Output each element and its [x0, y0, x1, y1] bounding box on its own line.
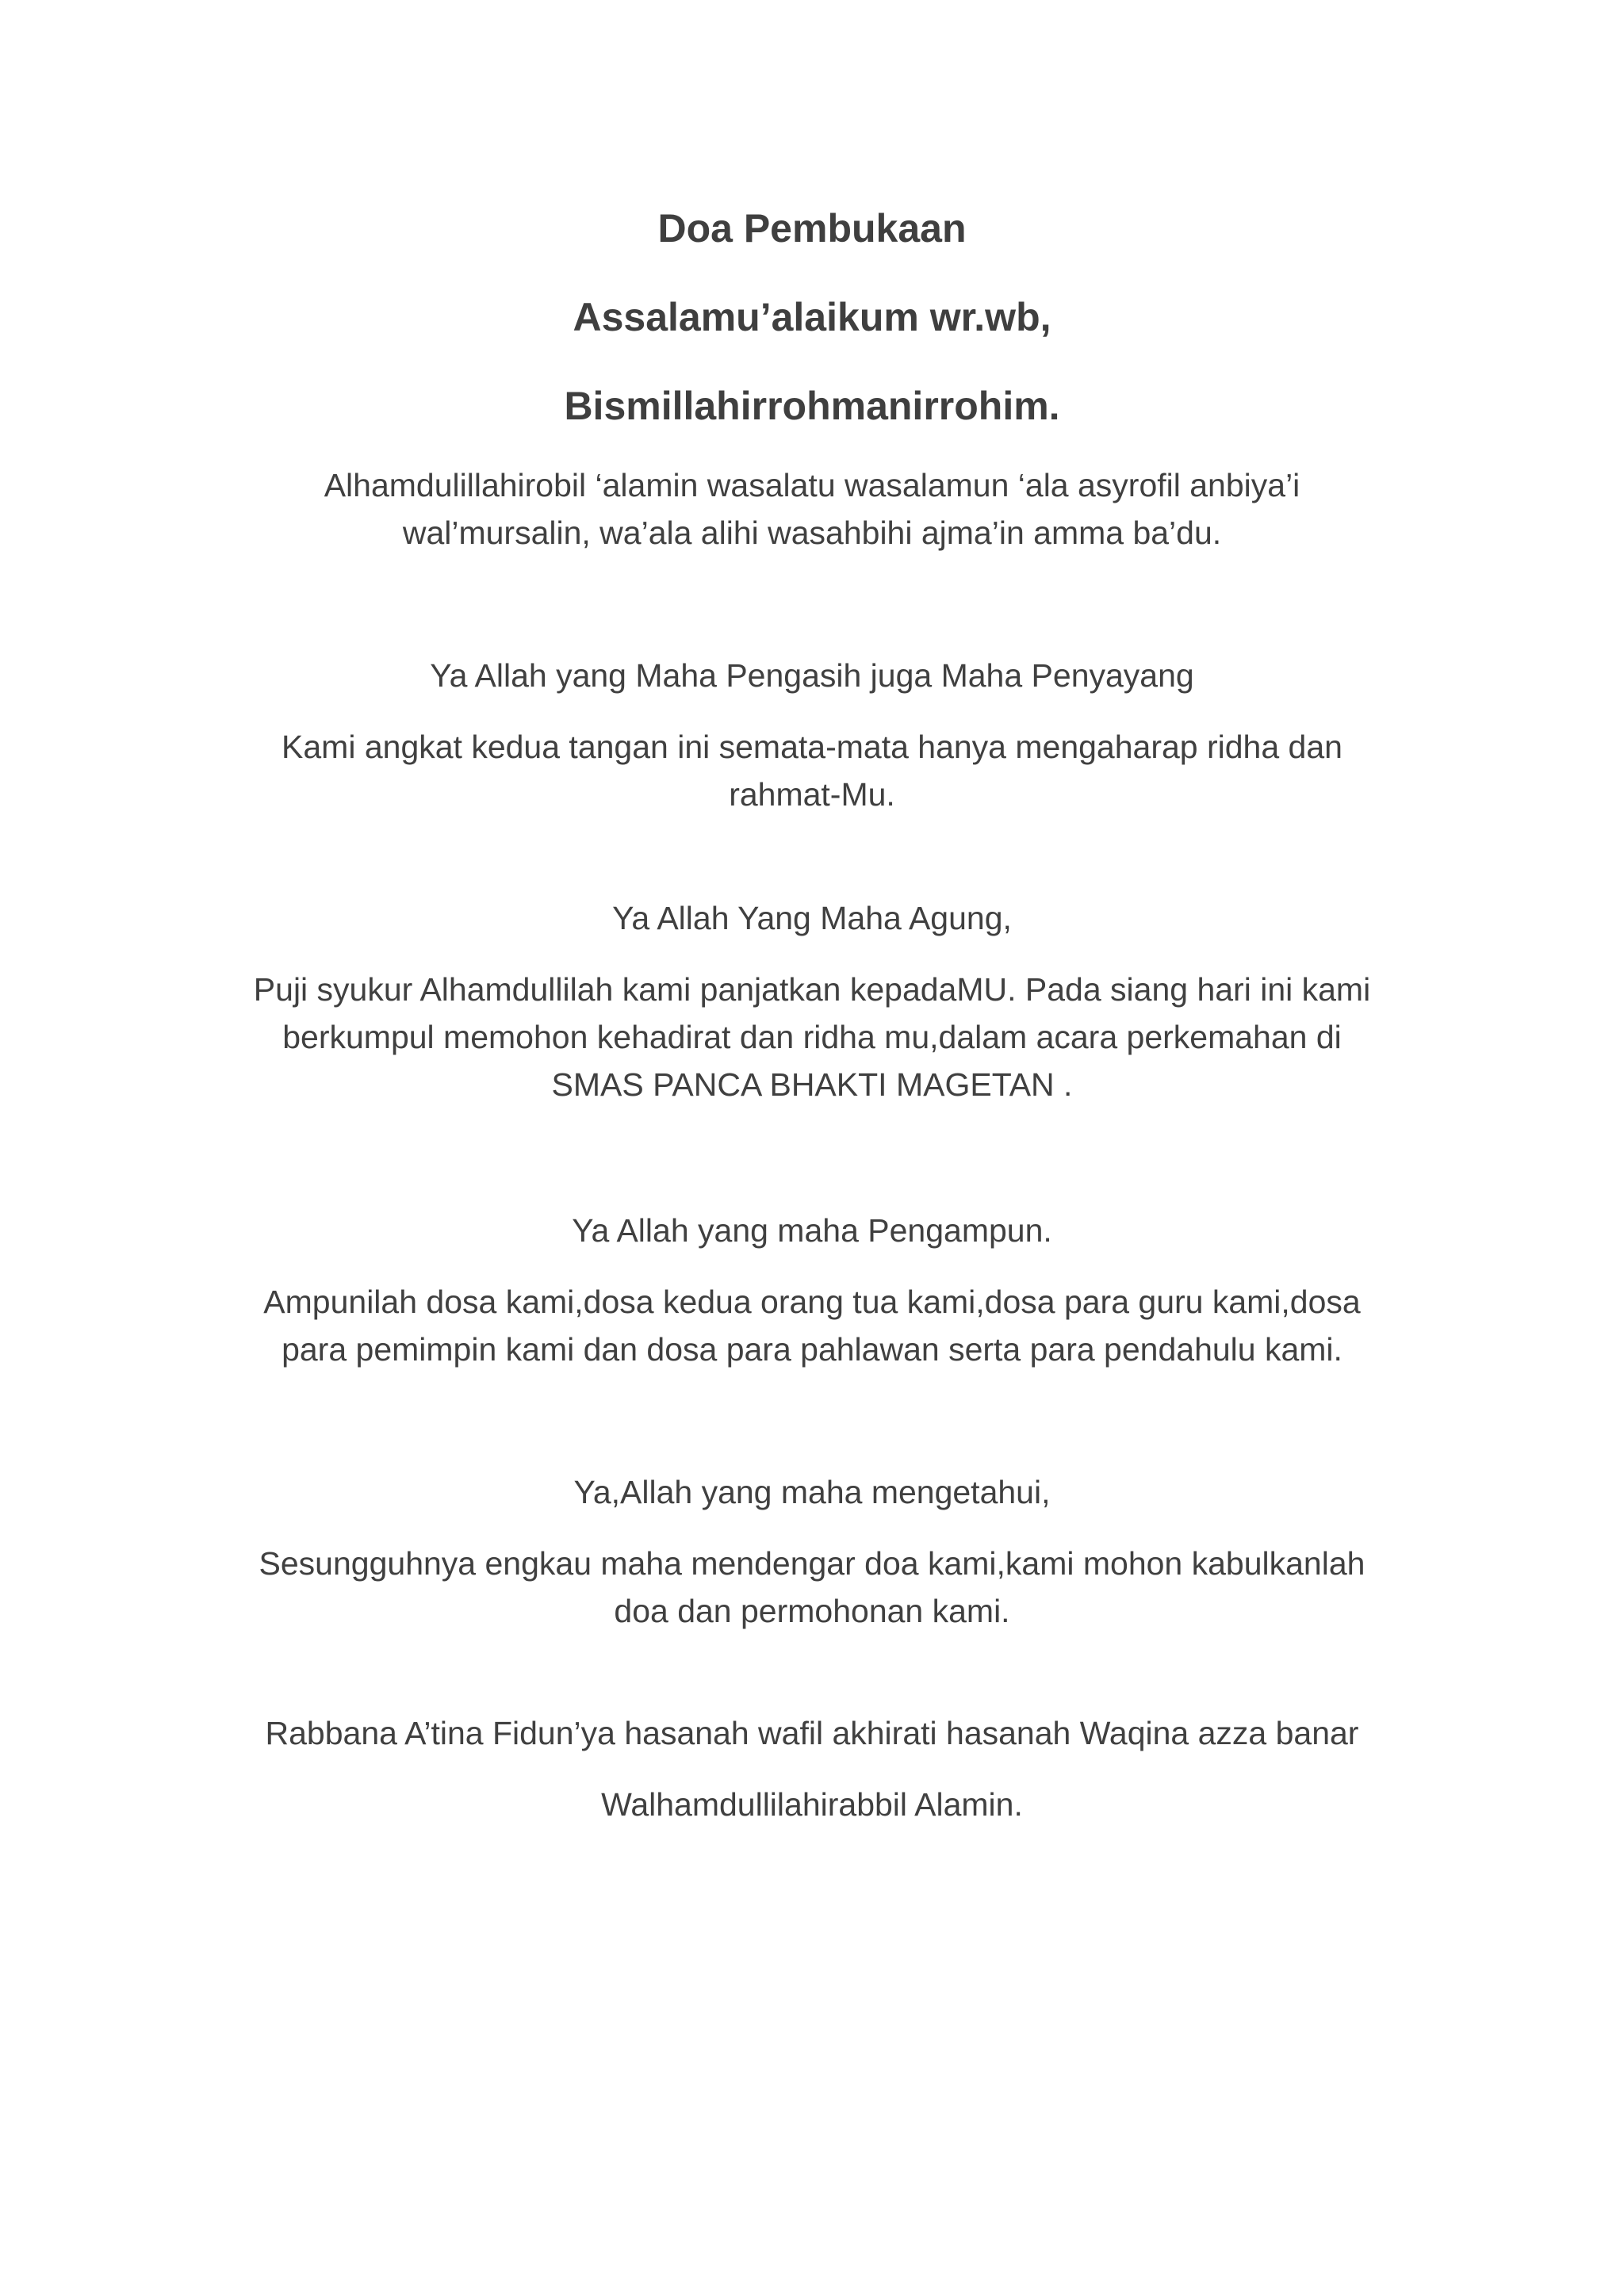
supplication-paragraph: [190, 1540, 1434, 1635]
invocation-great: [190, 894, 1434, 942]
paragraph-line: Ya,Allah yang maha mengetahui,: [573, 1474, 1051, 1510]
paragraph-line: wal’mursalin, wa’ala alihi wasahbihi ajma’in amma ba’du.: [402, 515, 1222, 551]
basmalah-heading: Bismillahirrohmanirrohim.: [564, 384, 1060, 428]
paragraph-line: Puji syukur Alhamdullilah kami panjatkan kepadaMU. Pada siang hari ini kami: [253, 971, 1371, 1008]
raising-hands-paragraph: [190, 723, 1434, 818]
greeting-heading: Assalamu’alaikum wr.wb,: [573, 295, 1051, 339]
invocation-forgiving: [190, 1207, 1434, 1254]
invocation-merciful: [190, 652, 1434, 699]
forgiveness-paragraph: [190, 1278, 1434, 1373]
paragraph-line: para pemimpin kami dan dosa para pahlawan serta para pendahulu kami.: [282, 1331, 1342, 1368]
opening-praise-paragraph: [190, 461, 1434, 557]
paragraph-line: SMAS PANCA BHAKTI MAGETAN .: [551, 1066, 1073, 1103]
paragraph-line: Rabbana A’tina Fidun’ya hasanah wafil akhirati hasanah Waqina azza banar: [265, 1715, 1359, 1751]
paragraph-line: Ampunilah dosa kami,dosa kedua orang tua kami,dosa para guru kami,dosa: [263, 1284, 1361, 1320]
gratitude-paragraph: [190, 966, 1434, 1108]
paragraph-line: doa dan permohonan kami.: [614, 1593, 1010, 1629]
paragraph-line: berkumpul memohon kehadirat dan ridha mu,dalam acara perkemahan di: [282, 1019, 1342, 1055]
invocation-knowing: [190, 1468, 1434, 1516]
closing-praise: [190, 1781, 1434, 1828]
paragraph-line: Kami angkat kedua tangan ini semata-mata hanya mengaharap ridha dan: [282, 729, 1342, 765]
paragraph-line: Sesungguhnya engkau maha mendengar doa kami,kami mohon kabulkanlah: [259, 1545, 1365, 1582]
paragraph-line: Ya Allah yang maha Pengampun.: [572, 1212, 1052, 1249]
paragraph-line: Walhamdullilahirabbil Alamin.: [601, 1786, 1023, 1823]
paragraph-line: rahmat-Mu.: [729, 776, 895, 813]
paragraph-line: Ya Allah Yang Maha Agung,: [612, 900, 1012, 936]
document-title: Doa Pembukaan: [657, 206, 967, 251]
paragraph-line: Alhamdulillahirobil ‘alamin wasalatu wasalamun ‘ala asyrofil anbiya’i: [324, 467, 1300, 503]
rabbana-prayer: [190, 1709, 1434, 1757]
paragraph-line: Ya Allah yang Maha Pengasih juga Maha Penyayang: [430, 657, 1194, 694]
